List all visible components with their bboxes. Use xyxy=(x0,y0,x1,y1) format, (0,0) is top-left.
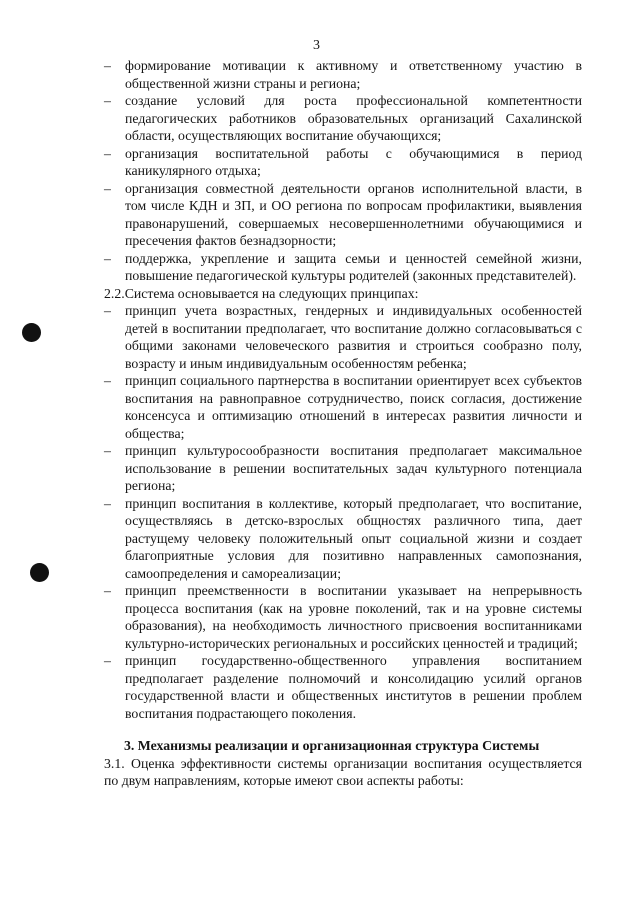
list-item xyxy=(104,180,582,250)
binder-hole-mark xyxy=(22,323,41,342)
list-item-text: принцип государственно-общественного управления воспитанием предполагает разделение полномочий и консолидацию усилий органов государственной власти и общественных институтов в решении проблем воспитания подрастающего поколения. xyxy=(125,653,582,721)
list-item xyxy=(104,250,582,285)
list-item xyxy=(104,145,582,180)
principles-list xyxy=(104,302,582,722)
list-item-text: организация совместной деятельности органов исполнительной власти, в том числе КДН и ЗП, и ОО региона по вопросам профилактики, выявления правонарушений, совершаемых несовершеннолетними обучающимися и пресечения фактов безнадзорности; xyxy=(125,180,582,248)
list-item-text: организация воспитательной работы с обучающимися в период каникулярного отдыха; xyxy=(125,145,582,178)
dash-marker: – xyxy=(104,443,111,458)
section-3-heading: 3. Механизмы реализации и организационная структура Системы xyxy=(124,738,540,753)
list-item-text: принцип воспитания в коллективе, который предполагает, что воспитание, осуществляясь в детско-взрослых общностях различного типа, дает растущему человеку положительный опыт социальной жизни и создает благоприятные условия для позитивно направленных самопознания, самоопределения и самореализации; xyxy=(125,495,582,581)
dash-marker: – xyxy=(104,250,111,266)
list-item xyxy=(104,495,582,583)
list-item xyxy=(104,582,582,652)
dash-marker: – xyxy=(104,58,111,73)
dash-marker: – xyxy=(104,653,111,668)
list-item xyxy=(104,57,582,92)
dash-marker: – xyxy=(104,495,111,511)
list-item-text: формирование мотивации к активному и ответственному участию в общественной жизни страны и региона; xyxy=(125,58,582,91)
list-item-text: поддержка, укрепление и защита семьи и ценностей семейной жизни, повышение педагогической культуры родителей (законных представителей). xyxy=(125,250,582,283)
list-item xyxy=(104,302,582,372)
document-body xyxy=(104,57,582,790)
section-2-2-intro: 2.2.Система основывается на следующих принципах: xyxy=(104,285,419,301)
section-3-1-paragraph: 3.1. Оценка эффективности системы организации воспитания осуществляется по двум направлениям, которые имеют свои аспекты работы: xyxy=(104,755,582,788)
dash-marker: – xyxy=(104,373,111,388)
list-item-text: принцип культуросообразности воспитания предполагает максимальное использование в решении воспитательных задач культурного потенциала региона; xyxy=(125,443,582,493)
list-item xyxy=(104,442,582,495)
list-item xyxy=(104,92,582,145)
dash-marker: – xyxy=(104,180,111,196)
page-number: 3 xyxy=(313,38,320,53)
dash-marker: – xyxy=(104,93,111,108)
binder-hole-mark xyxy=(30,563,49,582)
list-item-text: принцип учета возрастных, гендерных и индивидуальных особенностей детей в воспитании предполагает, что воспитание должно согласовываться с общими законами человеческого развития и строиться сообразно полу, возрасту и иным индивидуальным особенностям ребенка; xyxy=(125,303,582,371)
dash-marker: – xyxy=(104,145,111,161)
list-item-text: принцип социального партнерства в воспитании ориентирует всех субъектов воспитания на равноправное сотрудничество, поиск согласия, достижение консенсуса и оптимизацию отношений в интересах развития личности и общества; xyxy=(125,373,582,441)
list-item xyxy=(104,372,582,442)
goals-list xyxy=(104,57,582,285)
dash-marker: – xyxy=(104,303,111,318)
list-item-text: создание условий для роста профессиональной компетентности педагогических работников образовательных организаций Сахалинской области, осуществляющих воспитание обучающихся; xyxy=(125,93,582,143)
list-item xyxy=(104,652,582,722)
list-item-text: принцип преемственности в воспитании указывает на непрерывность процесса воспитания (как на уровне поколений, так и на уровне системы образования), на необходимость личностного присвоения воспитанниками культурно-исторических региональных и российских ценностей и традиций; xyxy=(125,583,582,651)
dash-marker: – xyxy=(104,583,111,598)
